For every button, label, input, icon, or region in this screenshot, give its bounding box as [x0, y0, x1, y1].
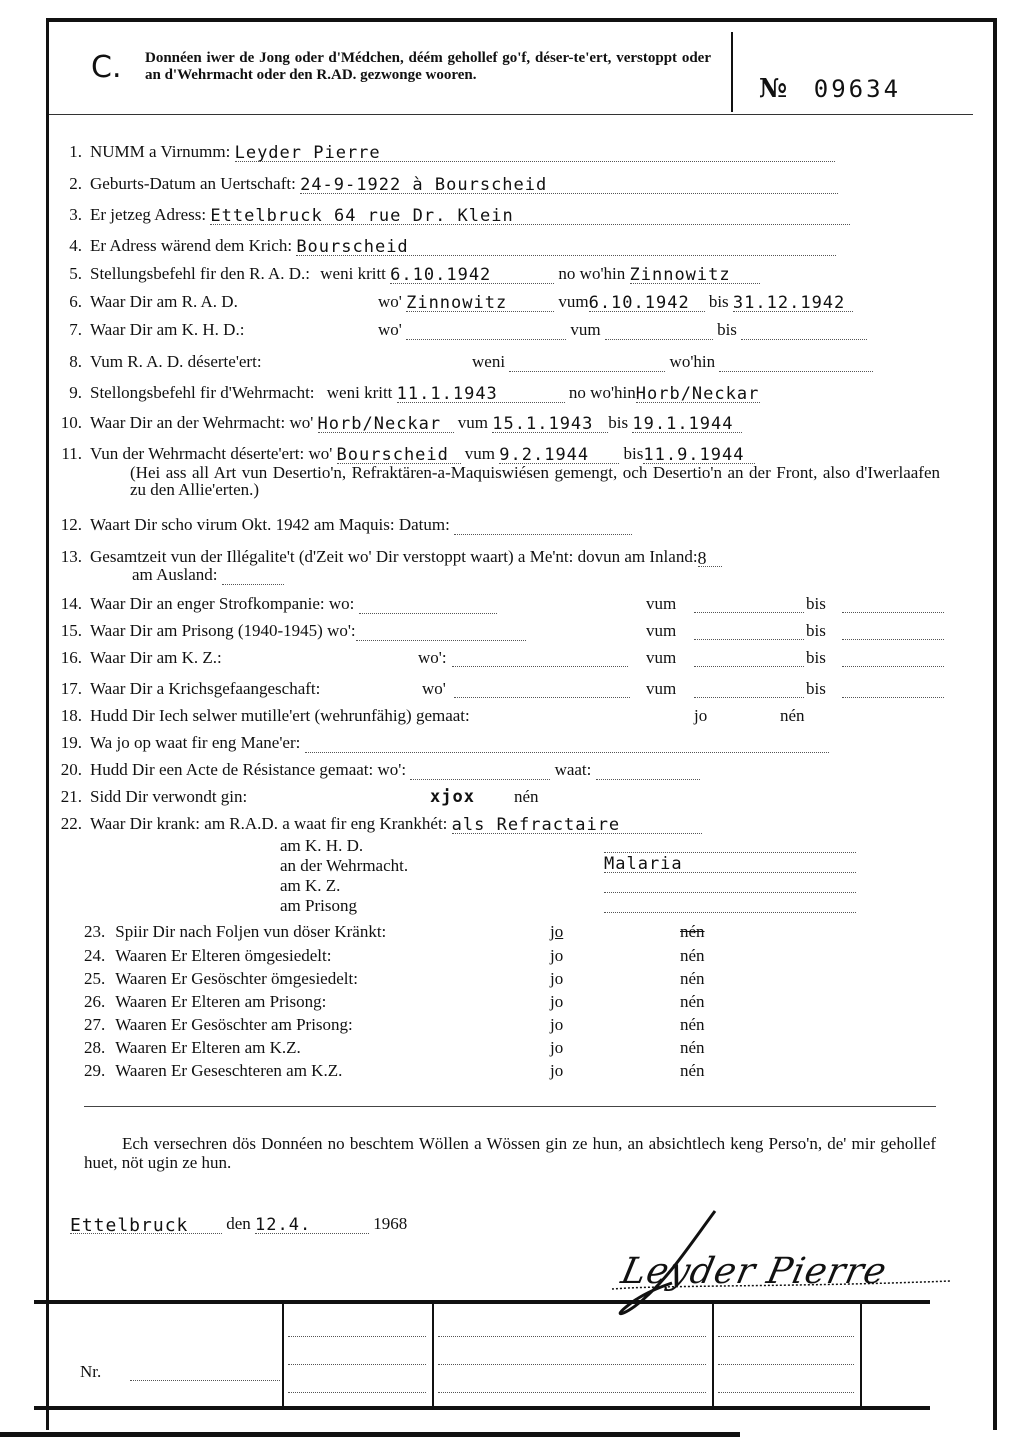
- rad-from-field[interactable]: 6.10.1942: [589, 293, 705, 312]
- inland-months-field[interactable]: 8: [698, 548, 722, 567]
- field-label: Wa jo op waat fir eng Mane'er:: [90, 733, 301, 752]
- item-number: 19.: [60, 733, 82, 752]
- field-sublabel: wo':: [377, 760, 407, 779]
- field-label: Waar Dir krank: am R.A.D. a waat fir eng Krankhét:: [90, 814, 448, 833]
- field-sublabel: bis: [806, 648, 826, 667]
- form-header: [49, 22, 729, 110]
- table-column-divider: [712, 1304, 714, 1406]
- field-group: [378, 320, 867, 340]
- yes-no-row: [84, 1015, 976, 1039]
- illness-wehrmacht-label: an der Wehrmacht.: [280, 856, 409, 875]
- field-row-13b: [132, 565, 284, 585]
- field-sublabel: wo': [378, 320, 402, 339]
- no-option[interactable]: nén: [680, 946, 705, 965]
- no-option[interactable]: nén: [680, 1061, 705, 1080]
- field-row-20: [58, 760, 976, 784]
- question-label: Waaren Er Gesöschter ömgesiedelt:: [115, 969, 358, 988]
- rad-order-date-field[interactable]: 6.10.1942: [390, 265, 554, 284]
- item-number: 16.: [60, 648, 82, 667]
- table-cell-line[interactable]: [288, 1364, 426, 1365]
- field-row-7: [58, 320, 976, 344]
- field-label: Er jetzeg Adress:: [90, 205, 207, 224]
- kz-from-field[interactable]: [694, 648, 804, 667]
- field-label: Hudd Dir Iech selwer mutille'ert (wehrunfähig) gemaat:: [90, 706, 470, 725]
- field-sublabel: vum: [558, 292, 589, 311]
- field-sublabel: bis: [806, 679, 826, 698]
- field-label: Waar Dir an der Wehrmacht:: [90, 413, 286, 432]
- yes-option[interactable]: jo: [550, 1038, 564, 1057]
- item-number: 24.: [84, 946, 106, 965]
- field-sublabel: am Ausland:: [132, 565, 218, 584]
- item-number: 17.: [60, 679, 82, 698]
- field-group: [378, 292, 853, 312]
- yes-option-crossed[interactable]: xjox: [430, 787, 475, 807]
- item-number: 20.: [60, 760, 82, 779]
- field-sublabel: weni kritt: [326, 383, 393, 402]
- table-cell-line[interactable]: [288, 1336, 426, 1337]
- header-divider: [731, 32, 733, 112]
- declaration-text: Ech versechren dös Donnéen no beschtem Wöllen a Wössen gin ze hun, an absichtlech keng Perso'n, de' mir gehollef huet, nöt ugin ze hun.: [84, 1134, 936, 1172]
- field-label: Hudd Dir een Acte de Résistance gemaat:: [90, 760, 374, 779]
- illness-khd-label: am K. H. D.: [280, 836, 364, 855]
- field-row-21: [58, 787, 976, 811]
- item-number: 13.: [60, 547, 82, 566]
- yes-option[interactable]: jo: [550, 969, 564, 988]
- khd-from-field[interactable]: [605, 321, 713, 340]
- field-row-6: [58, 292, 976, 316]
- rad-desert-place-field[interactable]: [719, 353, 873, 372]
- wehrmacht-place-field[interactable]: Horb/Neckar: [318, 414, 454, 433]
- item-number: 12.: [60, 515, 82, 534]
- item-number: 21.: [60, 787, 82, 806]
- khd-to-field[interactable]: [741, 321, 867, 340]
- kz-place-field[interactable]: [452, 648, 628, 667]
- table-cell-line[interactable]: [288, 1392, 426, 1393]
- section-letter: C.: [91, 50, 122, 85]
- table-cell-line[interactable]: [438, 1336, 706, 1337]
- field-sublabel: dovun am Inland:: [577, 547, 698, 566]
- prison-from-field[interactable]: [694, 621, 804, 640]
- illness-rad-field[interactable]: als Refractaire: [452, 815, 702, 834]
- field-row-10: [58, 413, 976, 437]
- wehrmacht-from-field[interactable]: 15.1.1943: [492, 414, 608, 433]
- field-sublabel: wo': [422, 679, 446, 698]
- item-number: 6.: [69, 292, 82, 311]
- desertion-note: (Hei ass all Art vun Desertio'n, Refraktären-a-Maquiswiésen gemengt, och Desertio'n an der Front, also d'Iwerlaafen zu den Allie'erten.): [130, 463, 940, 499]
- table-column-divider: [860, 1304, 862, 1406]
- wehrmacht-order-date-field[interactable]: 11.1.1943: [397, 384, 565, 403]
- question-label: Waaren Er Geseschteren am K.Z.: [115, 1061, 343, 1080]
- resistance-place-field[interactable]: [410, 761, 550, 780]
- number-value: 09634: [813, 75, 902, 103]
- item-number: 1.: [69, 142, 82, 161]
- item-number: 27.: [84, 1015, 106, 1034]
- maquis-date-field[interactable]: [454, 516, 632, 535]
- illness-prison-label: am Prisong: [280, 896, 357, 915]
- yes-no-row: [84, 969, 976, 993]
- field-label: Geburts-Datum an Uertschaft:: [90, 174, 296, 193]
- illness-kz-label: am K. Z.: [280, 876, 341, 895]
- field-sublabel: vum: [457, 413, 489, 432]
- item-number: 9.: [69, 383, 82, 402]
- field-sublabel: waat:: [554, 760, 592, 779]
- field-sublabel: vum: [646, 679, 677, 698]
- question-label: Waaren Er Elteren ömgesiedelt:: [115, 946, 332, 965]
- table-column-divider: [432, 1304, 434, 1406]
- date-field[interactable]: 12.4.: [255, 1215, 369, 1234]
- rad-to-field[interactable]: 31.12.1942: [733, 293, 853, 312]
- number-sign: №: [759, 74, 788, 104]
- pow-from-field[interactable]: [694, 679, 804, 698]
- rad-desert-date-field[interactable]: [509, 353, 665, 372]
- field-label: Sidd Dir verwondt gin:: [90, 787, 248, 806]
- item-number: 2.: [69, 174, 82, 193]
- rad-place-field[interactable]: Zinnowitz: [406, 293, 554, 312]
- field-label: Waar Dir am R. A. D.: [90, 292, 238, 311]
- no-option[interactable]: nén: [514, 787, 539, 806]
- field-row-5: [58, 264, 976, 288]
- yes-no-row: [84, 992, 976, 1016]
- item-number: 18.: [60, 706, 82, 725]
- field-row-19: [58, 733, 976, 757]
- field-sublabel: vum: [646, 594, 677, 613]
- field-sublabel: vum: [646, 648, 677, 667]
- item-number: 11.: [61, 444, 82, 463]
- field-label: Waar Dir am K. Z.:: [90, 648, 222, 667]
- item-number: 15.: [60, 621, 82, 640]
- field-row-1: [58, 142, 976, 166]
- item-number: 3.: [69, 205, 82, 224]
- yes-option[interactable]: jo: [550, 1061, 564, 1080]
- field-sublabel: bis: [717, 320, 737, 339]
- field-row-14: [58, 594, 976, 618]
- field-row-16: [58, 648, 976, 672]
- current-address-field[interactable]: Ettelbruck 64 rue Dr. Klein: [210, 206, 850, 225]
- nr-field[interactable]: [130, 1380, 280, 1381]
- field-sublabel: Datum:: [398, 515, 450, 534]
- field-label: Gesamtzeit vun der Illégalite't (d'Zeit wo' Dir verstoppt waart) a Me'nt:: [90, 547, 574, 566]
- yes-no-row: [84, 1038, 976, 1062]
- no-option[interactable]: nén: [680, 1015, 705, 1034]
- field-label: Stellongsbefehl fir d'Wehrmacht:: [90, 383, 315, 402]
- section-title: Donnéen iwer de Jong oder d'Médchen, déém gehollef go'f, déser-te'ert, verstoppt oder an d'Wehrmacht oder den R.AD. gezwonge wooren.: [145, 50, 711, 83]
- rad-order-place-field[interactable]: Zinnowitz: [630, 265, 760, 284]
- field-sublabel: wo': [308, 444, 333, 463]
- field-sublabel: no wo'hin: [568, 383, 636, 402]
- table-cell-line[interactable]: [438, 1364, 706, 1365]
- question-label: Spiir Dir nach Foljen vun döser Kränkt:: [115, 922, 387, 941]
- field-sublabel: bis: [623, 444, 644, 463]
- table-column-divider: [282, 1304, 284, 1406]
- field-row-18: [58, 706, 976, 730]
- field-label: NUMM a Virnumm:: [90, 142, 231, 161]
- penal-from-field[interactable]: [694, 594, 804, 613]
- yes-option[interactable]: jo: [550, 992, 564, 1011]
- khd-place-field[interactable]: [406, 321, 566, 340]
- field-sublabel: bis: [608, 413, 629, 432]
- kz-to-field[interactable]: [842, 648, 944, 667]
- field-label: Er Adress wärend dem Krich:: [90, 236, 293, 255]
- no-option[interactable]: nén: [780, 706, 805, 725]
- abroad-months-field[interactable]: [222, 566, 284, 585]
- signature-text: Leyder Pierre: [617, 1251, 891, 1292]
- item-number: 28.: [84, 1038, 106, 1057]
- field-sublabel: weni: [472, 352, 506, 371]
- question-label: Waaren Er Elteren am K.Z.: [115, 1038, 301, 1057]
- table-cell-line[interactable]: [718, 1336, 854, 1337]
- prison-to-field[interactable]: [842, 621, 944, 640]
- field-sublabel: bis: [708, 292, 729, 311]
- den-label: den: [226, 1214, 251, 1233]
- field-sublabel: vum: [570, 320, 601, 339]
- field-label: Vun der Wehrmacht déserte'ert:: [90, 444, 305, 463]
- illness-wehrmacht-field[interactable]: Malaria: [604, 854, 856, 873]
- yes-no-row: [84, 946, 976, 970]
- pow-to-field[interactable]: [842, 679, 944, 698]
- no-option[interactable]: nén: [680, 969, 705, 988]
- penal-place-field[interactable]: [359, 595, 497, 614]
- yes-option[interactable]: jo: [550, 922, 564, 941]
- field-row-15: [58, 621, 976, 645]
- desert-to-field[interactable]: 11.9.1944: [643, 445, 755, 464]
- birth-field[interactable]: 24-9-1922 à Bourscheid: [300, 175, 838, 194]
- field-sublabel: no wo'hin: [558, 264, 626, 283]
- nr-label: Nr.: [80, 1362, 102, 1381]
- field-sublabel: wo': [378, 292, 402, 311]
- field-label: Waar Dir am K. H. D.:: [90, 320, 245, 339]
- desert-place-field[interactable]: Bourscheid: [337, 445, 461, 464]
- yes-no-row: [84, 922, 976, 946]
- field-sublabel: wo'hin: [669, 352, 716, 371]
- field-sublabel: weni kritt: [320, 264, 386, 283]
- item-number: 4.: [69, 236, 82, 255]
- field-row-8: [58, 352, 976, 376]
- field-sublabel: bis: [806, 594, 826, 613]
- office-use-table: [34, 1300, 930, 1410]
- field-sublabel: bis: [806, 621, 826, 640]
- field-sublabel: wo:: [328, 594, 355, 613]
- yes-option[interactable]: jo: [550, 946, 564, 965]
- no-option[interactable]: nén: [680, 992, 705, 1011]
- year-label: 1968: [373, 1214, 408, 1233]
- no-option[interactable]: nén: [680, 1038, 705, 1057]
- field-row-12: [58, 515, 976, 539]
- item-number: 25.: [84, 969, 106, 988]
- name-field[interactable]: Leyder Pierre: [235, 143, 835, 162]
- field-sublabel: vum: [464, 444, 496, 463]
- item-number: 14.: [60, 594, 82, 613]
- field-group: [472, 352, 873, 372]
- yes-option[interactable]: jo: [550, 1015, 564, 1034]
- field-sublabel: wo':: [327, 621, 356, 640]
- item-number: 8.: [69, 352, 82, 371]
- penal-to-field[interactable]: [842, 594, 944, 613]
- illness-kz-field[interactable]: [604, 874, 856, 893]
- wartime-address-field[interactable]: Bourscheid: [296, 237, 836, 256]
- item-number: 23.: [84, 922, 106, 941]
- resistance-what-field[interactable]: [596, 761, 700, 780]
- field-sublabel: vum: [646, 621, 677, 640]
- item-number: 29.: [84, 1061, 106, 1080]
- form-number: [759, 74, 901, 104]
- no-option[interactable]: nén: [680, 922, 705, 941]
- prison-place-field[interactable]: [356, 622, 526, 641]
- field-label: Waar Dir a Krichsgefaangeschaft:: [90, 679, 321, 698]
- item-number: 26.: [84, 992, 106, 1011]
- question-label: Waaren Er Elteren am Prisong:: [115, 992, 327, 1011]
- table-cell-line[interactable]: [718, 1392, 854, 1393]
- place-date-line: [70, 1214, 407, 1234]
- place-field[interactable]: Ettelbruck: [70, 1215, 222, 1234]
- table-cell-line[interactable]: [438, 1392, 706, 1393]
- yes-option[interactable]: jo: [694, 706, 708, 725]
- field-sublabel: wo': [289, 413, 314, 432]
- table-cell-line[interactable]: [718, 1364, 854, 1365]
- field-row-17: [58, 679, 976, 703]
- wehrmacht-order-place-field[interactable]: Horb/Neckar: [635, 384, 760, 404]
- field-row-3: [58, 205, 976, 229]
- item-number: 10.: [60, 413, 82, 432]
- field-label: Waart Dir scho virum Okt. 1942 am Maquis:: [90, 515, 395, 534]
- field-row-2: [58, 174, 976, 198]
- field-row-9: [58, 383, 976, 407]
- field-label: Waar Dir an enger Strofkompanie:: [90, 594, 325, 613]
- item-number: 22.: [60, 814, 82, 833]
- manner-field[interactable]: [305, 734, 829, 753]
- field-sublabel: wo':: [418, 648, 447, 667]
- illness-khd-field[interactable]: [604, 834, 856, 853]
- field-label: Waar Dir am Prisong (1940-1945): [90, 621, 323, 640]
- section-divider: [84, 1106, 936, 1107]
- header-rule: [49, 114, 973, 115]
- pow-place-field[interactable]: [454, 679, 630, 698]
- item-number: 5.: [69, 264, 82, 283]
- field-label: Vum R. A. D. déserte'ert:: [90, 352, 262, 371]
- illness-prison-field[interactable]: [604, 894, 856, 913]
- field-label: Stellungsbefehl fir den R. A. D.:: [90, 264, 311, 283]
- question-label: Waaren Er Gesöschter am Prisong:: [115, 1015, 353, 1034]
- yes-no-row: [84, 1061, 976, 1085]
- wehrmacht-to-field[interactable]: 19.1.1944: [632, 414, 742, 433]
- page-bottom-rule: [0, 1432, 740, 1437]
- item-number: 7.: [69, 320, 82, 339]
- field-row-4: [58, 236, 976, 260]
- desert-from-field[interactable]: 9.2.1944: [499, 445, 619, 464]
